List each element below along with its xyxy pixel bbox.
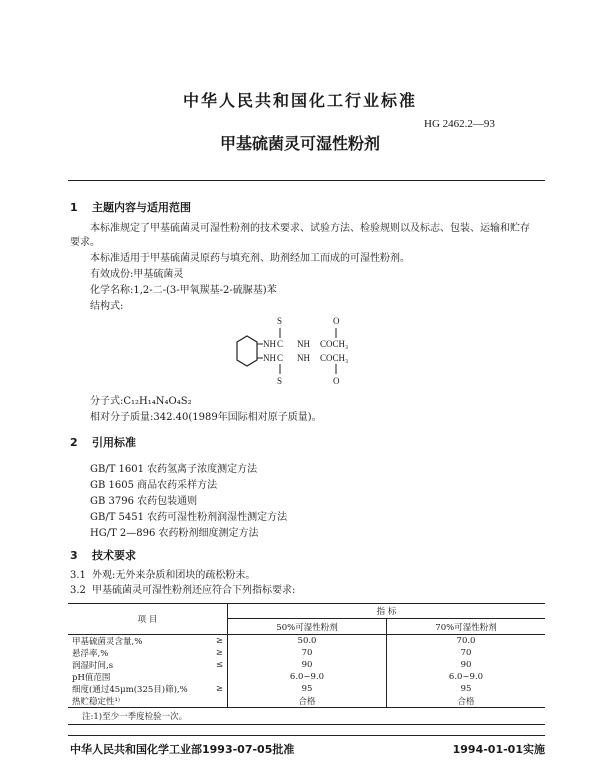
row-operator: ≥ <box>199 635 228 648</box>
nh-upper-1: NH <box>263 339 276 349</box>
row-operator <box>199 671 228 683</box>
row-operator: ≥ <box>199 647 228 659</box>
c-lower: C <box>277 353 284 363</box>
nh-upper-2: NH <box>297 339 310 349</box>
row-value-70: 90 <box>460 660 472 670</box>
row-value-70: 70.0 <box>456 636 476 646</box>
row-operator: ≥ <box>199 683 228 695</box>
col-70-header: 70%可湿性粉剂 <box>387 619 546 635</box>
sulfur-top: S <box>277 316 283 326</box>
reference-item: GB 1605 商品农药采样方法 <box>90 480 218 491</box>
row-operator: ≤ <box>199 659 228 671</box>
section-1-title: 主题内容与适用范围 <box>92 201 191 214</box>
row-name: 悬浮率,% <box>72 649 109 659</box>
row-value-50: 70 <box>228 647 387 659</box>
section-2-title: 引用标准 <box>92 436 136 449</box>
table-header-row <box>68 604 545 619</box>
row-value-70: 合格 <box>457 697 475 707</box>
reference-item: GB 3796 农药包装通则 <box>90 496 198 507</box>
row-name: pH值范围 <box>72 673 111 683</box>
table-row <box>68 647 545 659</box>
approval-statement: 中华人民共和国化学工业部1993-07-05批准 <box>70 743 295 756</box>
structure-label: 结构式: <box>90 301 124 312</box>
table-row <box>68 683 545 695</box>
row-value-70: 95 <box>460 684 472 694</box>
section-1-number: 1 <box>70 201 78 214</box>
table-row <box>68 695 545 708</box>
nh-lower-1: NH <box>263 353 276 363</box>
row-value-50: 95 <box>228 683 387 695</box>
row-operator <box>199 695 228 708</box>
c-upper: C <box>277 339 284 349</box>
nh-lower-2: NH <box>297 353 310 363</box>
table-note-row <box>68 708 545 725</box>
row-name: 甲基硫菌灵含量,% <box>72 637 143 647</box>
section-3-title: 技术要求 <box>92 549 136 562</box>
table-row <box>68 671 545 683</box>
footer-rule <box>68 735 545 736</box>
title-rule <box>68 180 545 181</box>
chemical-name: 化学名称:1,2-二-(3-甲氧羰基-2-硫脲基)苯 <box>90 285 277 296</box>
section-1-para-1: 本标准规定了甲基硫菌灵可湿性粉剂的技术要求、试验方法、检验规则以及标志、包装、运输和贮存 <box>90 223 530 234</box>
table-note: 注:1)至少一季度检验一次。 <box>82 712 188 722</box>
active-ingredient: 有效成份:甲基硫菌灵 <box>90 269 184 280</box>
structural-formula <box>225 312 385 392</box>
section-3-heading <box>70 547 136 563</box>
standard-header: 中华人民共和国化工行业标准 <box>182 91 417 110</box>
reference-item: HG/T 2—896 农药粉剂细度测定方法 <box>90 528 259 539</box>
row-name: 润湿时间,s <box>72 661 114 671</box>
oxygen-top: O <box>333 316 340 326</box>
clause-3-1-text: 外观:无外来杂质和团块的疏松粉末。 <box>92 570 256 581</box>
coch3-upper: COCH₃ <box>320 339 349 349</box>
reference-item: GB/T 5451 农药可湿性粉剂润湿性测定方法 <box>90 512 288 523</box>
row-value-50: 50.0 <box>228 635 387 648</box>
clause-3-2-text: 甲基硫菌灵可湿性粉剂还应符合下列指标要求: <box>92 585 296 596</box>
section-1-para-1-cont: 要求。 <box>70 237 100 248</box>
coch3-lower: COCH₃ <box>320 353 349 363</box>
section-3-number: 3 <box>70 549 78 562</box>
specification-table <box>68 603 545 725</box>
row-name: 热贮稳定性¹⁾ <box>72 697 120 707</box>
molecular-mass: 相对分子质量:342.40(1989年国际相对原子质量)。 <box>90 412 322 423</box>
section-1-para-2: 本标准适用于甲基硫菌灵原药与填充剂、助剂经加工而成的可湿性粉剂。 <box>90 253 410 264</box>
section-1-heading <box>70 199 191 215</box>
index-header: 指 标 <box>228 604 546 619</box>
row-name: 细度(通过45μm(325目)筛),% <box>72 685 188 695</box>
row-value-70: 6.0~9.0 <box>448 672 484 682</box>
col-50-header: 50%可湿性粉剂 <box>228 619 387 635</box>
table-row <box>68 635 545 648</box>
clause-3-2 <box>70 584 295 598</box>
molecular-formula: 分子式:C₁₂H₁₄N₄O₄S₂ <box>90 396 192 407</box>
table-row <box>68 659 545 671</box>
section-2-number: 2 <box>70 436 78 449</box>
implementation-date: 1994-01-01实施 <box>452 743 545 756</box>
row-value-50: 合格 <box>228 695 387 708</box>
oxygen-bottom: O <box>333 376 340 386</box>
clause-3-1-number: 3.1 <box>70 570 86 581</box>
benzene-ring <box>237 336 257 366</box>
clause-3-2-number: 3.2 <box>70 585 86 596</box>
sulfur-bottom: S <box>277 376 283 386</box>
row-value-70: 70 <box>460 648 472 658</box>
reference-item: GB/T 1601 农药氢离子浓度测定方法 <box>90 464 258 475</box>
section-2-heading <box>70 434 136 450</box>
row-value-50: 6.0~9.0 <box>228 671 387 683</box>
item-header: 项 目 <box>68 604 228 635</box>
document-title: 甲基硫菌灵可湿性粉剂 <box>219 134 380 153</box>
row-value-50: 90 <box>228 659 387 671</box>
standard-code: HG 2462.2—93 <box>424 118 495 130</box>
clause-3-1 <box>70 569 255 583</box>
